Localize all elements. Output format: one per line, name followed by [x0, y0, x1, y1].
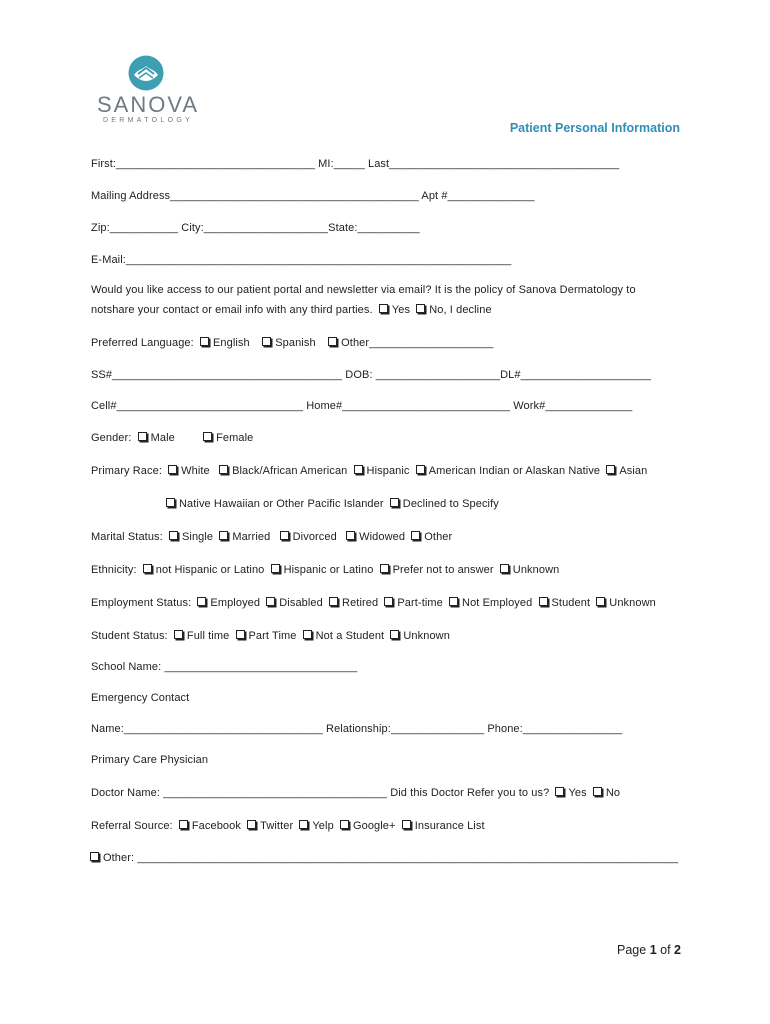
email-yes-label: Yes: [391, 304, 411, 316]
spanish-label: Spanish: [275, 337, 316, 349]
page-word: Page: [617, 943, 647, 957]
marital-label: Marital Status:: [91, 531, 163, 543]
emergency-contact-heading: Emergency Contact: [91, 692, 190, 704]
race-hispanic-label: Hispanic: [366, 465, 410, 477]
employed-label: Employed: [210, 597, 261, 609]
gender-label: Gender:: [91, 432, 132, 444]
logo-name: SANOVA: [96, 92, 200, 117]
referred-no-checkbox[interactable]: [593, 787, 602, 796]
spanish-checkbox[interactable]: [262, 337, 271, 346]
not-hispanic-checkbox[interactable]: [143, 564, 152, 573]
prefer-not-label: Prefer not to answer: [392, 564, 494, 576]
race-black-label: Black/African American: [232, 465, 348, 477]
english-checkbox[interactable]: [200, 337, 209, 346]
student-unknown-checkbox[interactable]: [390, 630, 399, 639]
address-row[interactable]: Mailing Address________________________________________ Apt #______________: [91, 190, 535, 202]
race-pacific-checkbox[interactable]: [166, 498, 175, 507]
not-hispanic-label: not Hispanic or Latino: [155, 564, 265, 576]
form-title: Patient Personal Information: [509, 121, 680, 135]
single-label: Single: [181, 531, 214, 543]
language-row: [91, 337, 494, 349]
race-label: Primary Race:: [91, 465, 162, 477]
race-declined-checkbox[interactable]: [390, 498, 399, 507]
not-employed-label: Not Employed: [462, 597, 533, 609]
student-unknown-label: Unknown: [403, 630, 450, 642]
employment-unknown-checkbox[interactable]: [596, 597, 605, 606]
yelp-label: Yelp: [312, 820, 334, 832]
email-no-checkbox[interactable]: [416, 304, 425, 313]
race-white-checkbox[interactable]: [168, 465, 177, 474]
race-native-checkbox[interactable]: [416, 465, 425, 474]
language-other-field[interactable]: Other____________________: [341, 337, 494, 349]
referred-yes-label: Yes: [568, 787, 587, 799]
prefer-not-checkbox[interactable]: [380, 564, 389, 573]
race-black-checkbox[interactable]: [219, 465, 228, 474]
name-row[interactable]: First:________________________________ MI:_____ Last_____________________________________: [91, 158, 620, 170]
insurance-list-checkbox[interactable]: [402, 820, 411, 829]
not-student-checkbox[interactable]: [303, 630, 312, 639]
race-declined-label: Declined to Specify: [402, 498, 499, 510]
student-status-label: Student Status:: [91, 630, 168, 642]
page-number: [560, 943, 681, 957]
male-checkbox[interactable]: [138, 432, 147, 441]
employed-checkbox[interactable]: [197, 597, 206, 606]
divorced-label: Divorced: [292, 531, 337, 543]
female-label: Female: [216, 432, 254, 444]
ethnicity-unknown-checkbox[interactable]: [500, 564, 509, 573]
email-question-line2: [91, 304, 492, 316]
school-name-row[interactable]: School Name: _______________________________: [91, 661, 358, 673]
ss-dob-dl-row[interactable]: SS#_____________________________________ DOB: ____________________DL#_____________________: [91, 369, 652, 381]
email-no-label: No, I decline: [429, 304, 492, 316]
language-label: Preferred Language:: [91, 337, 194, 349]
full-time-checkbox[interactable]: [174, 630, 183, 639]
email-question-text: notshare your contact or email info with any third parties.: [91, 304, 373, 316]
retired-checkbox[interactable]: [329, 597, 338, 606]
facebook-checkbox[interactable]: [179, 820, 188, 829]
part-time-student-label: Part Time: [248, 630, 297, 642]
facebook-label: Facebook: [191, 820, 241, 832]
student-status-row: [91, 630, 450, 642]
logo-subtitle: DERMATOLOGY: [102, 117, 194, 124]
widowed-label: Widowed: [359, 531, 406, 543]
total-pages: 2: [674, 943, 681, 957]
race-asian-label: Asian: [619, 465, 648, 477]
marital-other-checkbox[interactable]: [411, 531, 420, 540]
student-checkbox[interactable]: [539, 597, 548, 606]
sanova-logo: [96, 52, 206, 128]
not-student-label: Not a Student: [315, 630, 385, 642]
twitter-label: Twitter: [260, 820, 294, 832]
marital-row: [91, 531, 452, 543]
race-white-label: White: [181, 465, 210, 477]
doctor-row: [91, 787, 620, 799]
other-referral-field[interactable]: Other: _______________________________________________________________________________________: [103, 852, 679, 864]
student-label: Student: [551, 597, 591, 609]
full-time-label: Full time: [186, 630, 230, 642]
referred-no-label: No: [605, 787, 621, 799]
ethnicity-unknown-label: Unknown: [512, 564, 560, 576]
disabled-checkbox[interactable]: [266, 597, 275, 606]
twitter-checkbox[interactable]: [247, 820, 256, 829]
married-label: Married: [232, 531, 271, 543]
email-question-line1: Would you like access to our patient portal and newsletter via email? It is the policy of Sanova Dermatology to: [91, 284, 636, 296]
google-label: Google+: [352, 820, 396, 832]
insurance-list-label: Insurance List: [414, 820, 485, 832]
employment-label: Employment Status:: [91, 597, 192, 609]
married-checkbox[interactable]: [219, 531, 228, 540]
english-label: English: [212, 337, 250, 349]
google-checkbox[interactable]: [340, 820, 349, 829]
employment-row: [91, 597, 656, 609]
race-pacific-label: Native Hawaiian or Other Pacific Islander: [179, 498, 384, 510]
of-word: of: [660, 943, 671, 957]
employment-unknown-label: Unknown: [609, 597, 656, 609]
yelp-checkbox[interactable]: [299, 820, 308, 829]
part-time-checkbox[interactable]: [384, 597, 393, 606]
retired-label: Retired: [342, 597, 379, 609]
other-referral-checkbox[interactable]: [90, 852, 99, 861]
language-other-checkbox[interactable]: [328, 337, 337, 346]
part-time-student-checkbox[interactable]: [236, 630, 245, 639]
phone-numbers-row[interactable]: Cell#______________________________ Home#___________________________ Work#______________: [91, 400, 633, 412]
disabled-label: Disabled: [279, 597, 323, 609]
ethnicity-label: Ethnicity:: [91, 564, 137, 576]
not-employed-checkbox[interactable]: [449, 597, 458, 606]
hispanic-label: Hispanic or Latino: [283, 564, 374, 576]
race-native-label: American Indian or Alaskan Native: [428, 465, 601, 477]
current-page: 1: [649, 943, 657, 957]
lotus-logo-icon: [127, 54, 165, 92]
hispanic-checkbox[interactable]: [271, 564, 280, 573]
part-time-label: Part-time: [397, 597, 443, 609]
zip-city-row[interactable]: Zip:___________ City:____________________State:__________: [91, 222, 420, 234]
divorced-checkbox[interactable]: [280, 531, 289, 540]
race-asian-checkbox[interactable]: [606, 465, 615, 474]
emergency-contact-row[interactable]: Name:________________________________ Relationship:_______________ Phone:________________: [91, 723, 623, 735]
email-yes-checkbox[interactable]: [379, 304, 388, 313]
gender-row: [91, 432, 253, 444]
female-checkbox[interactable]: [203, 432, 212, 441]
email-row[interactable]: E-Mail:______________________________________________________________: [91, 254, 512, 266]
race-row-2: [163, 498, 499, 510]
marital-other-label: Other: [424, 531, 453, 543]
male-label: Male: [150, 432, 175, 444]
referred-yes-checkbox[interactable]: [555, 787, 564, 796]
race-row: [91, 465, 647, 477]
ethnicity-row: [91, 564, 559, 576]
race-hispanic-checkbox[interactable]: [354, 465, 363, 474]
doctor-name-field[interactable]: Doctor Name: ____________________________________ Did this Doctor Refer you to us?: [91, 787, 550, 799]
referral-label: Referral Source:: [91, 820, 173, 832]
single-checkbox[interactable]: [169, 531, 178, 540]
referral-source-row: [91, 820, 485, 832]
widowed-checkbox[interactable]: [346, 531, 355, 540]
other-referral-row: [87, 852, 678, 864]
primary-care-heading: Primary Care Physician: [91, 754, 209, 766]
